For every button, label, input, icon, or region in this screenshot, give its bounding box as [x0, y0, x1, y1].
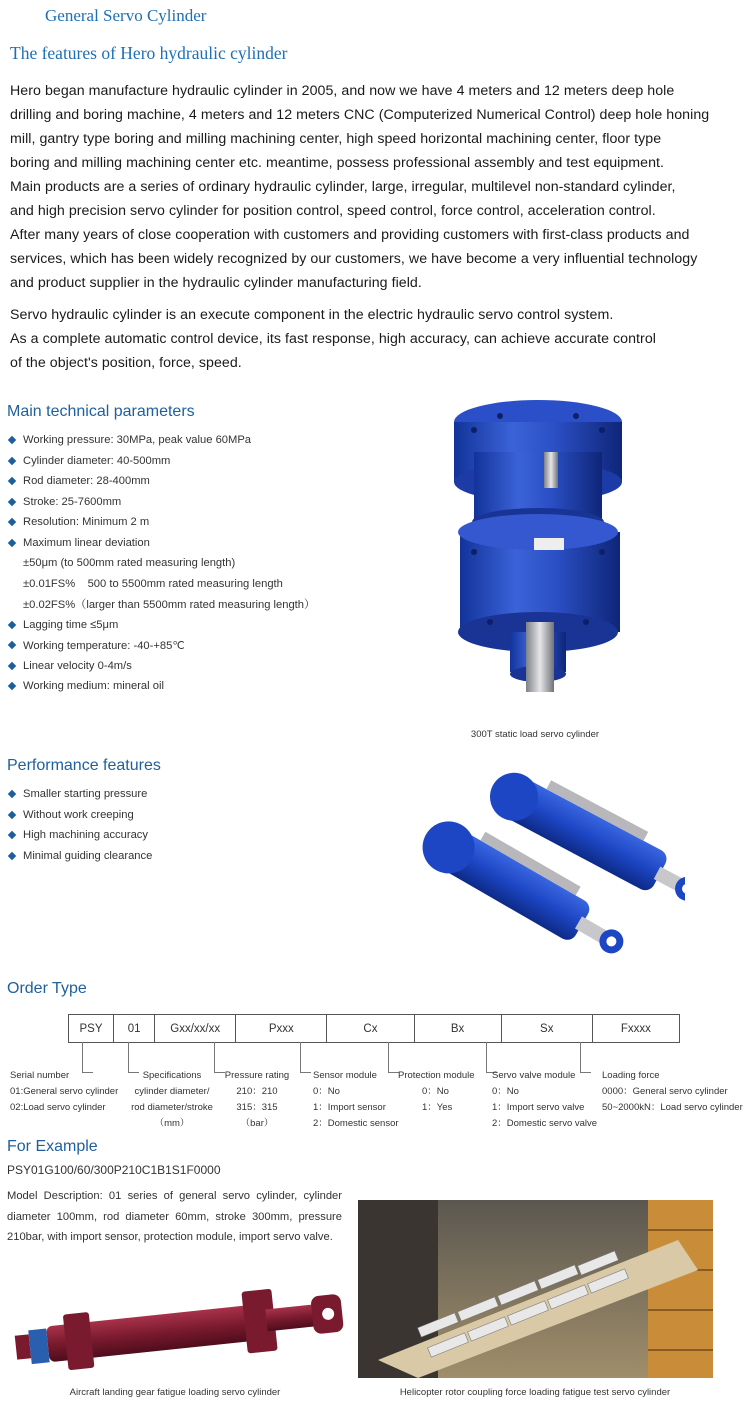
list-item: [7, 676, 427, 697]
order-cell: Fxxxx: [592, 1015, 679, 1043]
annotation-line: Specifications: [142, 1070, 202, 1081]
list-item: [7, 635, 427, 656]
annotation-line: Servo valve module: [492, 1070, 576, 1081]
annotation-line: （bar）: [240, 1118, 274, 1129]
list-item-text: Maximum linear deviation: [23, 536, 150, 549]
list-item-text: Rod diameter: 28-400mm: [23, 475, 150, 488]
servo-paragraph: [10, 303, 750, 375]
annotation-line: 01:General servo cylinder: [10, 1086, 119, 1097]
diamond-bullet-icon: [8, 682, 16, 690]
diamond-bullet-icon: [8, 621, 16, 629]
list-item-text: Resolution: Minimum 2 m: [23, 516, 150, 529]
servo-line: Servo hydraulic cylinder is an execute component in the electric hydraulic servo control system.: [10, 307, 614, 323]
servo-line: As a complete automatic control device, its fast response, high accuracy, can achieve accurate control: [10, 331, 656, 347]
diamond-bullet-icon: [8, 539, 16, 547]
technical-title: Main technical parameters: [7, 403, 195, 420]
list-item: [7, 784, 307, 805]
order-cell: Cx: [327, 1015, 414, 1043]
performance-title: Performance features: [7, 757, 161, 774]
list-item: [7, 656, 427, 677]
intro-line: Main products are a series of ordinary hydraulic cylinder, large, irregular, multilevel non-standard cylinder,: [10, 179, 676, 195]
description-line: diameter 100mm, rod diameter 60mm, stroke 300mm, pressure: [7, 1210, 342, 1223]
annotation-protection: [398, 1068, 475, 1116]
example-description: [7, 1186, 342, 1248]
annotation-line: （mm）: [154, 1118, 190, 1129]
list-item: [7, 471, 427, 492]
annotation-line: 2：Domestic servo valve: [492, 1118, 598, 1129]
annotation-serial: [10, 1068, 118, 1116]
annotation-line: 315：315: [236, 1102, 278, 1113]
order-code-table: [68, 1014, 680, 1043]
annotation-line: Sensor module: [313, 1070, 377, 1081]
annotation-line: cylinder diameter/: [134, 1086, 210, 1097]
diamond-bullet-icon: [8, 662, 16, 670]
list-item: [7, 615, 427, 636]
annotation-line: 50~2000kN：Load servo cylinder: [602, 1102, 743, 1113]
diamond-bullet-icon: [8, 831, 16, 839]
annotation-line: 02:Load servo cylinder: [10, 1102, 106, 1113]
list-item-text: Linear velocity 0-4m/s: [23, 659, 132, 672]
connector-line: [300, 1042, 311, 1073]
annotation-line: 210：210: [236, 1086, 278, 1097]
annotation-line: rod diameter/stroke: [131, 1102, 213, 1113]
annotation-line: Protection module: [398, 1070, 475, 1081]
intro-line: services, which has been widely recognized by our customers, we have become a very influential technology: [10, 251, 698, 267]
order-title: Order Type: [7, 980, 87, 997]
annotation-line: 0：No: [422, 1086, 449, 1097]
left-image-caption: Aircraft landing gear fatigue loading servo cylinder: [69, 1387, 281, 1398]
diamond-bullet-icon: [8, 518, 16, 526]
diamond-bullet-icon: [8, 436, 16, 444]
annotation-servo-valve: [492, 1068, 597, 1132]
intro-line: and product supplier in the hydraulic cylinder manufacturing field.: [10, 275, 422, 291]
list-sub-item: ±0.01FS% 500 to 5500mm rated measuring length: [23, 577, 283, 590]
list-item-text: Working pressure: 30MPa, peak value 60MPa: [23, 434, 252, 447]
right-image-caption: Helicopter rotor coupling force loading fatigue test servo cylinder: [399, 1387, 671, 1398]
list-item: [7, 825, 307, 846]
intro-paragraph: [10, 79, 750, 295]
list-item-text: Minimal guiding clearance: [23, 849, 153, 862]
servo-line: of the object's position, force, speed.: [10, 355, 242, 371]
annotation-line: 0：No: [492, 1086, 519, 1097]
order-cell: Pxxx: [236, 1015, 327, 1043]
image-caption: 300T static load servo cylinder: [470, 729, 600, 740]
intro-line: drilling and boring machine, 4 meters and 12 meters CNC (Computerized Numerical Control) deep hole honing: [10, 107, 710, 123]
list-item: [7, 492, 427, 513]
list-item: [7, 451, 427, 472]
list-item: [7, 846, 307, 867]
annotation-line: 1：Yes: [422, 1102, 453, 1113]
list-item: [7, 533, 427, 554]
list-item-text: Lagging time ≤5μm: [23, 618, 119, 631]
list-item-text: Without work creeping: [23, 808, 134, 821]
page-title: General Servo Cylinder: [45, 6, 207, 25]
list-item-text: Cylinder diameter: 40-500mm: [23, 454, 171, 467]
annotation-line: 1：Import sensor: [313, 1102, 386, 1113]
list-sub-item: ±50μm (to 500mm rated measuring length): [23, 557, 236, 570]
annotation-pressure: [222, 1068, 292, 1132]
order-cell: Gxx/xx/xx: [155, 1015, 236, 1043]
example-title: For Example: [7, 1138, 98, 1155]
intro-line: boring and milling machining center etc. meantime, possess professional assembly and test equipment.: [10, 155, 665, 171]
annotation-line: 1：Import servo valve: [492, 1102, 585, 1113]
list-item-text: Working temperature: -40-+85℃: [23, 639, 185, 652]
diamond-bullet-icon: [8, 790, 16, 798]
diamond-bullet-icon: [8, 641, 16, 649]
list-item-text: Stroke: 25-7600mm: [23, 495, 122, 508]
intro-line: Hero began manufacture hydraulic cylinder in 2005, and now we have 4 meters and 12 meters deep hole: [10, 83, 675, 99]
list-item-text: High machining accuracy: [23, 829, 148, 842]
order-cell: Sx: [501, 1015, 592, 1043]
order-cell: PSY: [69, 1015, 114, 1043]
intro-line: mill, gantry type boring and milling machining center, high speed horizontal machining center, floor type: [10, 131, 662, 147]
intro-line: and high precision servo cylinder for position control, speed control, force control, acceleration control.: [10, 203, 656, 219]
static-load-servo-cylinder-image: [430, 392, 650, 722]
annotation-line: 2：Domestic sensor: [313, 1118, 399, 1129]
example-code: PSY01G100/60/300P210C1B1S1F0000: [7, 1163, 221, 1177]
diamond-bullet-icon: [8, 457, 16, 465]
annotation-line: 0：No: [313, 1086, 340, 1097]
list-sub-item: ±0.02FS%（larger than 5500mm rated measuring length）: [23, 599, 316, 612]
annotation-sensor: [313, 1068, 399, 1132]
order-cell: Bx: [414, 1015, 501, 1043]
annotation-spec: [124, 1068, 220, 1132]
servo-cylinders-pair-image: [395, 755, 685, 1000]
description-line: Model Description: 01 series of general servo cylinder, cylinder: [7, 1190, 342, 1202]
annotation-loading-force: [602, 1068, 743, 1116]
list-item: [7, 805, 307, 826]
list-item-text: Smaller starting pressure: [23, 788, 148, 801]
diamond-bullet-icon: [8, 852, 16, 860]
helicopter-rotor-test-photo: [358, 1200, 713, 1378]
list-item-text: Working medium: mineral oil: [23, 680, 164, 693]
annotation-line: 0000：General servo cylinder: [602, 1086, 728, 1097]
diamond-bullet-icon: [8, 477, 16, 485]
description-line: 210bar, with import sensor, protection module, import servo valve.: [7, 1231, 333, 1243]
intro-line: After many years of close cooperation with customers and providing customers with first-class products and: [10, 227, 690, 243]
diamond-bullet-icon: [8, 498, 16, 506]
order-cell: 01: [114, 1015, 155, 1043]
annotation-line: Loading force: [602, 1070, 660, 1081]
page-subtitle: The features of Hero hydraulic cylinder: [10, 43, 288, 63]
annotation-line: Pressure rating: [224, 1070, 290, 1081]
landing-gear-servo-cylinder-image: [5, 1285, 350, 1375]
diamond-bullet-icon: [8, 811, 16, 819]
annotation-line: Serial number: [10, 1070, 70, 1081]
technical-list: [7, 430, 427, 697]
list-item: [7, 512, 427, 533]
list-item: [7, 430, 427, 451]
performance-list: [7, 784, 307, 866]
